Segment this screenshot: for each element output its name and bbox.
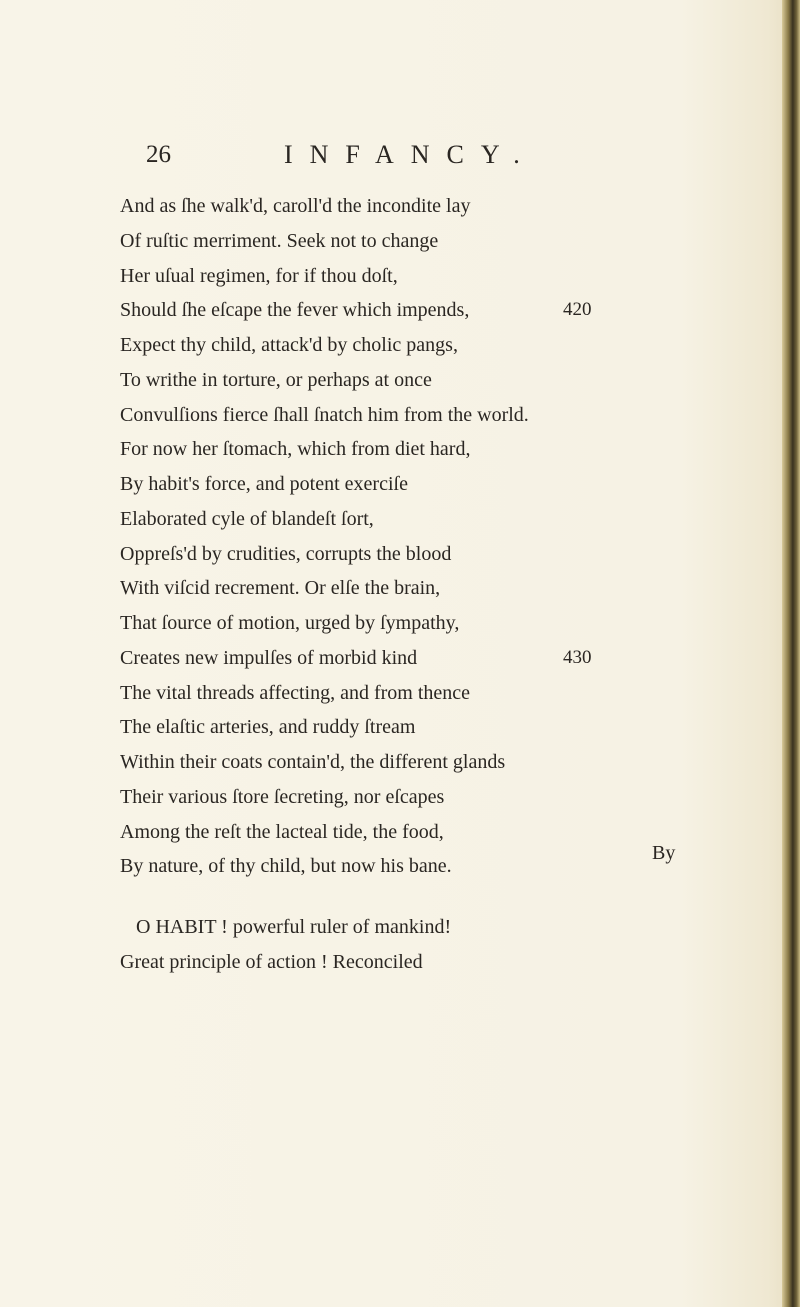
verse-line [120,676,720,711]
verse-line [120,815,720,850]
verse-line [120,780,720,815]
verse-text: Oppreſs'd by crudities, corrupts the blood [120,542,452,565]
verse-text: The elaſtic arteries, and ruddy ſtream [120,716,416,739]
verse-text: With viſcid recrement. Or elſe the brain, [120,577,441,600]
verse-text: Her uſual regimen, for if thou doſt, [120,264,398,287]
verse-line [120,606,720,641]
verse-text: To writhe in torture, or perhaps at once [120,368,432,391]
verse-line [120,363,720,398]
verse-text: Among the reſt the lacteal tide, the food, [120,820,444,843]
verse-line [120,293,720,328]
verse-text: Elaborated cyle of blandeſt ſort, [120,507,374,530]
verse-line [120,224,720,259]
poem-body [120,189,720,980]
running-title: INFANCY. [284,140,537,169]
verse-line [120,328,720,363]
page-binding-edge [782,0,800,1307]
verse-line [120,945,720,980]
verse-line [120,398,720,433]
verse-line [120,259,720,294]
stanza-break [120,884,720,910]
verse-text: By nature, of thy child, but now his bane. [120,855,452,878]
verse-line [120,502,720,537]
verse-text: Expect thy child, attack'd by cholic pangs, [120,334,458,356]
catchword: By [652,842,676,864]
verse-line [120,432,720,467]
verse-text: Great principle of action ! Reconciled [120,950,423,973]
verse-line [120,910,720,945]
verse-text: Convulſions fierce ſhall ſnatch him from the world. [120,403,529,426]
verse-text: Creates new impulſes of morbid kind [120,646,418,669]
verse-line [120,745,720,780]
verse-line [120,189,720,224]
verse-text: Within their coats contain'd, the different glands [120,751,506,773]
verse-text: Should ſhe eſcape the fever which impends, [120,299,470,322]
verse-line [120,710,720,745]
line-number: 430 [563,646,592,668]
verse-line [120,849,720,884]
verse-line [120,537,720,572]
verse-text: By habit's force, and potent exerciſe [120,473,408,495]
verse-text: That ſource of motion, urged by ſympathy, [120,612,460,634]
verse-text: The vital threads affecting, and from thence [120,681,471,704]
verse-text: O HABIT ! powerful ruler of mankind! [136,916,452,938]
verse-line [120,467,720,502]
verse-text: And as ſhe walk'd, caroll'd the incondite lay [120,195,471,217]
verse-text: For now her ſtomach, which from diet hard, [120,438,471,461]
verse-text: Of ruſtic merriment. Seek not to change [120,229,439,252]
verse-text: Their various ſtore ſecreting, nor eſcapes [120,785,445,808]
line-number: 420 [563,299,592,321]
verse-line [120,641,720,676]
page-number: 26 [146,141,171,168]
verse-line [120,571,720,606]
page-header [0,137,800,173]
